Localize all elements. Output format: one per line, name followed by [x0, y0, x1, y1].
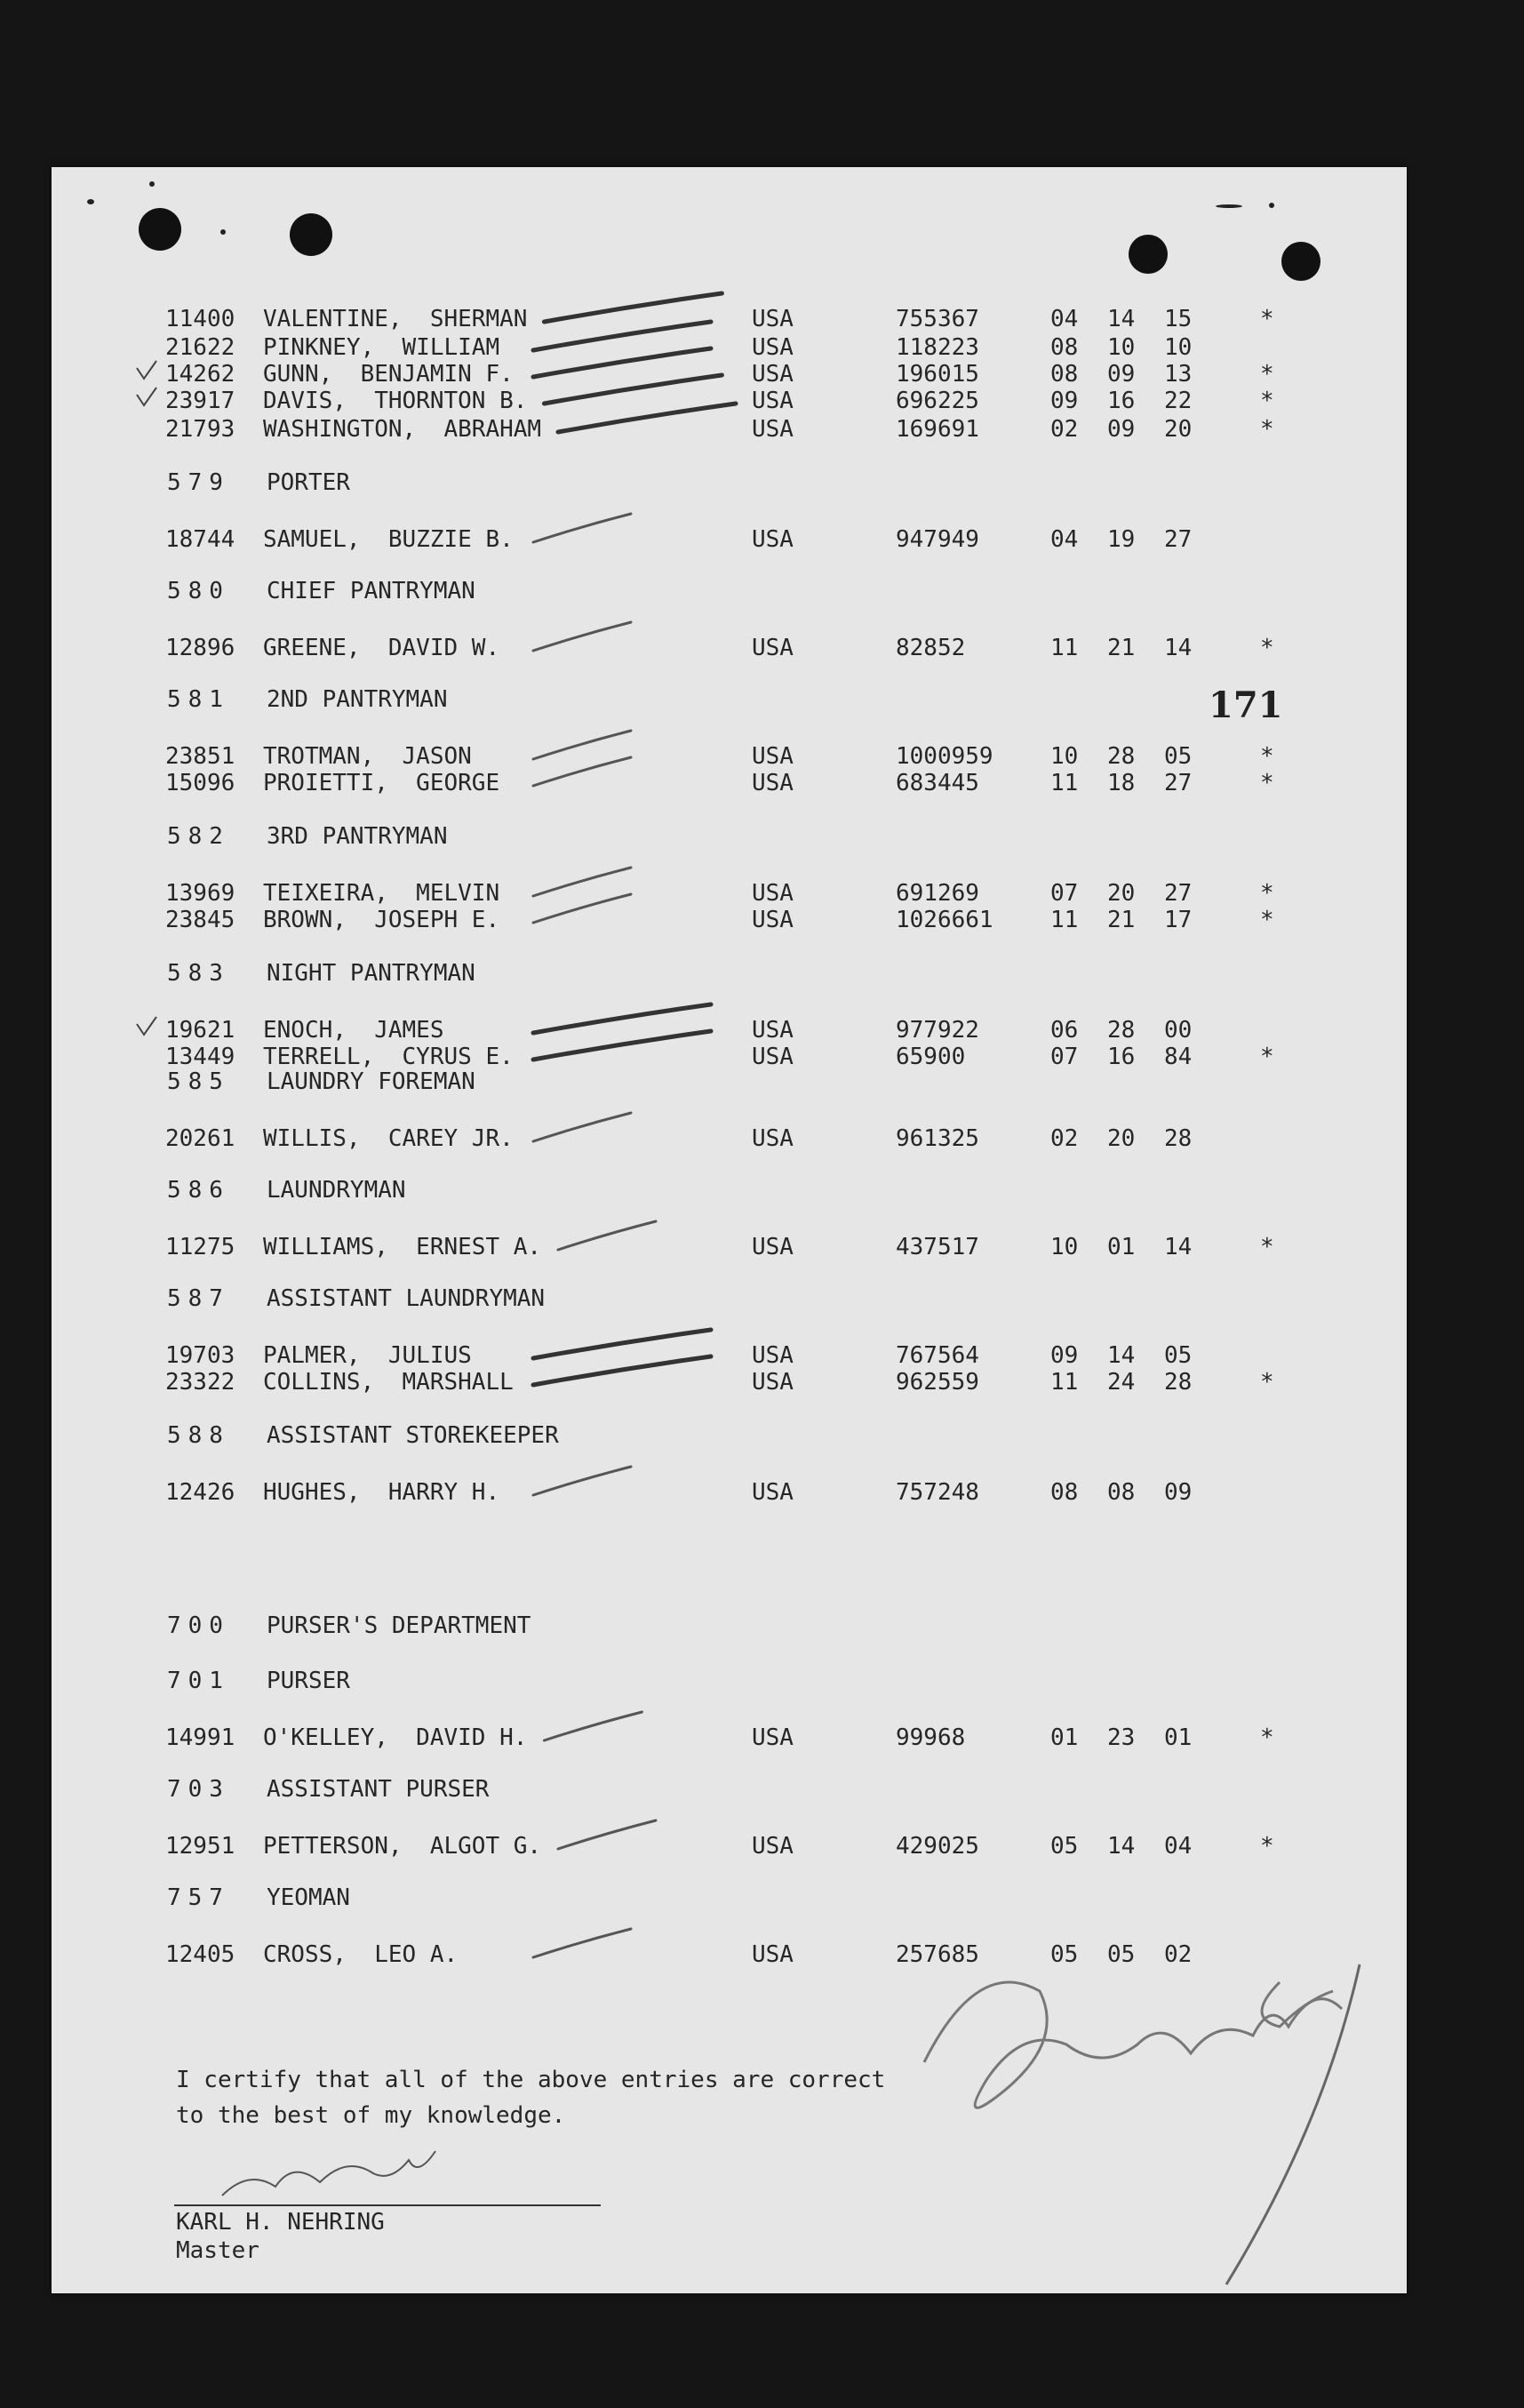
crew-name: ENOCH, JAMES	[263, 1017, 444, 1044]
crew-number: 21622	[165, 334, 235, 361]
crew-row	[0, 416, 1524, 444]
date-month: 02	[1050, 1125, 1079, 1152]
asterisk-mark: *	[1260, 306, 1274, 332]
crew-name: BROWN, JOSEPH E.	[263, 907, 500, 933]
date-year: 09	[1164, 1479, 1193, 1506]
crew-name: GREENE, DAVID W.	[263, 635, 500, 661]
nationality: USA	[752, 306, 794, 332]
date-day: 21	[1107, 635, 1136, 661]
date-year: 13	[1164, 361, 1193, 388]
rating-title: ASSISTANT STOREKEEPER	[267, 1422, 559, 1449]
date-year: 10	[1164, 334, 1193, 361]
certificate-number: 757248	[896, 1479, 979, 1506]
certificate-number: 118223	[896, 334, 979, 361]
ink-speck	[87, 199, 94, 204]
rating-code: 581	[167, 686, 230, 713]
crew-row	[0, 1342, 1524, 1371]
rating-heading	[0, 1612, 1524, 1641]
crew-name: HUGHES, HARRY H.	[263, 1479, 500, 1506]
rating-title: YEOMAN	[267, 1884, 350, 1911]
date-month: 04	[1050, 526, 1079, 553]
rating-heading	[0, 686, 1524, 715]
crew-number: 19703	[165, 1342, 235, 1369]
nationality: USA	[752, 770, 794, 796]
date-day: 05	[1107, 1941, 1136, 1968]
crew-number: 23845	[165, 907, 235, 933]
date-year: 28	[1164, 1125, 1193, 1152]
date-year: 01	[1164, 1724, 1193, 1751]
crew-number: 14991	[165, 1724, 235, 1751]
crew-name: VALENTINE, SHERMAN	[263, 306, 528, 332]
crew-row	[0, 388, 1524, 416]
date-day: 14	[1107, 306, 1136, 332]
asterisk-mark: *	[1260, 635, 1274, 661]
sheet-number: 171	[1209, 684, 1283, 726]
crew-name: PETTERSON, ALGOT G.	[263, 1833, 542, 1860]
crew-number: 23851	[165, 743, 235, 770]
crew-row	[0, 306, 1524, 334]
rating-heading	[0, 578, 1524, 606]
rating-title: ASSISTANT PURSER	[267, 1776, 490, 1803]
nationality: USA	[752, 880, 794, 907]
date-month: 11	[1050, 1369, 1079, 1396]
rating-heading	[0, 960, 1524, 988]
rating-title: PURSER'S DEPARTMENT	[267, 1612, 531, 1639]
crew-row	[0, 743, 1524, 772]
rating-heading	[0, 1068, 1524, 1097]
date-day: 24	[1107, 1369, 1136, 1396]
crew-row	[0, 1234, 1524, 1262]
date-day: 28	[1107, 1017, 1136, 1044]
crew-name: WILLIS, CAREY JR.	[263, 1125, 514, 1152]
certificate-number: 257685	[896, 1941, 979, 1968]
nationality: USA	[752, 1941, 794, 1968]
date-year: 05	[1164, 1342, 1193, 1369]
rating-title: LAUNDRY FOREMAN	[267, 1068, 475, 1095]
crew-number: 15096	[165, 770, 235, 796]
nationality: USA	[752, 1369, 794, 1396]
date-month: 08	[1050, 361, 1079, 388]
date-month: 11	[1050, 635, 1079, 661]
crew-number: 12951	[165, 1833, 235, 1860]
certificate-number: 947949	[896, 526, 979, 553]
nationality: USA	[752, 635, 794, 661]
punch-hole	[1129, 235, 1168, 274]
certificate-number: 961325	[896, 1125, 979, 1152]
rating-code: 757	[167, 1884, 230, 1911]
crew-row	[0, 1017, 1524, 1045]
date-day: 19	[1107, 526, 1136, 553]
crew-row	[0, 526, 1524, 555]
rating-title: PURSER	[267, 1668, 350, 1694]
crew-number: 21793	[165, 416, 235, 443]
rating-heading	[0, 1668, 1524, 1696]
crew-name: DAVIS, THORNTON B.	[263, 388, 528, 414]
crew-row	[0, 1479, 1524, 1508]
date-year: 22	[1164, 388, 1193, 414]
crew-name: PROIETTI, GEORGE	[263, 770, 500, 796]
certificate-number: 429025	[896, 1833, 979, 1860]
date-month: 04	[1050, 306, 1079, 332]
date-month: 10	[1050, 1234, 1079, 1260]
rating-title: CHIEF PANTRYMAN	[267, 578, 475, 604]
crew-number: 23917	[165, 388, 235, 414]
certificate-number: 437517	[896, 1234, 979, 1260]
crew-row	[0, 1724, 1524, 1753]
rating-title: ASSISTANT LAUNDRYMAN	[267, 1285, 546, 1312]
rating-code: 579	[167, 469, 230, 496]
date-year: 84	[1164, 1044, 1193, 1070]
crew-name: TERRELL, CYRUS E.	[263, 1044, 514, 1070]
date-year: 15	[1164, 306, 1193, 332]
crew-name: CROSS, LEO A.	[263, 1941, 459, 1968]
date-year: 04	[1164, 1833, 1193, 1860]
certification-line-1: I certify that all of the above entries are correct	[176, 2067, 886, 2093]
certificate-number: 196015	[896, 361, 979, 388]
crew-row	[0, 1369, 1524, 1397]
date-year: 00	[1164, 1017, 1193, 1044]
rating-code: 583	[167, 960, 230, 987]
date-month: 11	[1050, 770, 1079, 796]
date-day: 01	[1107, 1234, 1136, 1260]
crew-number: 11400	[165, 306, 235, 332]
date-day: 20	[1107, 1125, 1136, 1152]
certification-statement	[176, 2062, 885, 2133]
punch-hole	[290, 213, 332, 256]
crew-number: 12426	[165, 1479, 235, 1506]
crew-number: 12896	[165, 635, 235, 661]
rating-heading	[0, 1422, 1524, 1451]
crew-name: PALMER, JULIUS	[263, 1342, 472, 1369]
crew-row	[0, 635, 1524, 663]
date-day: 14	[1107, 1833, 1136, 1860]
certificate-number: 696225	[896, 388, 979, 414]
date-year: 27	[1164, 770, 1193, 796]
nationality: USA	[752, 907, 794, 933]
crew-number: 20261	[165, 1125, 235, 1152]
certificate-number: 691269	[896, 880, 979, 907]
certificate-number: 82852	[896, 635, 966, 661]
rating-heading	[0, 469, 1524, 498]
date-year: 27	[1164, 880, 1193, 907]
asterisk-mark: *	[1260, 1369, 1274, 1396]
certificate-number: 169691	[896, 416, 979, 443]
asterisk-mark: *	[1260, 907, 1274, 933]
rating-title: PORTER	[267, 469, 350, 496]
certificate-number: 767564	[896, 1342, 979, 1369]
date-day: 09	[1107, 416, 1136, 443]
asterisk-mark: *	[1260, 1833, 1274, 1860]
asterisk-mark: *	[1260, 880, 1274, 907]
crew-row	[0, 334, 1524, 363]
nationality: USA	[752, 416, 794, 443]
date-month: 08	[1050, 334, 1079, 361]
nationality: USA	[752, 1479, 794, 1506]
crew-name: TEIXEIRA, MELVIN	[263, 880, 500, 907]
rating-heading	[0, 1177, 1524, 1205]
ink-speck	[1269, 203, 1274, 208]
rating-code: 587	[167, 1285, 230, 1312]
date-year: 17	[1164, 907, 1193, 933]
certificate-number: 65900	[896, 1044, 966, 1070]
nationality: USA	[752, 1017, 794, 1044]
date-month: 05	[1050, 1833, 1079, 1860]
rating-heading	[0, 823, 1524, 852]
nationality: USA	[752, 334, 794, 361]
ink-speck	[149, 181, 155, 187]
certificate-number: 99968	[896, 1724, 966, 1751]
date-day: 28	[1107, 743, 1136, 770]
crew-number: 13449	[165, 1044, 235, 1070]
date-month: 10	[1050, 743, 1079, 770]
date-day: 20	[1107, 880, 1136, 907]
rating-title: 2ND PANTRYMAN	[267, 686, 448, 713]
rating-heading	[0, 1285, 1524, 1314]
crew-name: TROTMAN, JASON	[263, 743, 472, 770]
rating-code: 701	[167, 1668, 230, 1694]
ink-speck	[1216, 204, 1242, 208]
date-month: 09	[1050, 388, 1079, 414]
date-month: 06	[1050, 1017, 1079, 1044]
date-day: 16	[1107, 1044, 1136, 1070]
date-month: 09	[1050, 1342, 1079, 1369]
rating-code: 588	[167, 1422, 230, 1449]
nationality: USA	[752, 361, 794, 388]
date-year: 14	[1164, 1234, 1193, 1260]
nationality: USA	[752, 1125, 794, 1152]
nationality: USA	[752, 1342, 794, 1369]
date-month: 01	[1050, 1724, 1079, 1751]
certificate-number: 962559	[896, 1369, 979, 1396]
date-day: 23	[1107, 1724, 1136, 1751]
crew-row	[0, 1941, 1524, 1970]
nationality: USA	[752, 743, 794, 770]
asterisk-mark: *	[1260, 388, 1274, 414]
date-month: 05	[1050, 1941, 1079, 1968]
crew-row	[0, 361, 1524, 389]
date-month: 07	[1050, 1044, 1079, 1070]
crew-row	[0, 907, 1524, 935]
crew-row	[0, 1125, 1524, 1154]
nationality: USA	[752, 1833, 794, 1860]
certification-line-2: to the best of my knowledge.	[176, 2102, 566, 2129]
certificate-number: 683445	[896, 770, 979, 796]
signatory-name: KARL H. NEHRING	[176, 2209, 385, 2236]
rating-heading	[0, 1884, 1524, 1913]
rating-code: 700	[167, 1612, 230, 1639]
date-month: 07	[1050, 880, 1079, 907]
rating-title: LAUNDRYMAN	[267, 1177, 406, 1204]
date-day: 18	[1107, 770, 1136, 796]
crew-number: 13969	[165, 880, 235, 907]
ink-speck	[220, 229, 226, 235]
date-month: 02	[1050, 416, 1079, 443]
date-day: 10	[1107, 334, 1136, 361]
rating-title: 3RD PANTRYMAN	[267, 823, 448, 850]
asterisk-mark: *	[1260, 770, 1274, 796]
nationality: USA	[752, 526, 794, 553]
date-month: 08	[1050, 1479, 1079, 1506]
signatory-block	[176, 2208, 385, 2265]
rating-code: 582	[167, 823, 230, 850]
date-day: 16	[1107, 388, 1136, 414]
crew-name: O'KELLEY, DAVID H.	[263, 1724, 528, 1751]
rating-title: NIGHT PANTRYMAN	[267, 960, 475, 987]
asterisk-mark: *	[1260, 1044, 1274, 1070]
asterisk-mark: *	[1260, 1724, 1274, 1751]
asterisk-mark: *	[1260, 1234, 1274, 1260]
certificate-number: 977922	[896, 1017, 979, 1044]
date-year: 20	[1164, 416, 1193, 443]
crew-row	[0, 1833, 1524, 1861]
crew-name: SAMUEL, BUZZIE B.	[263, 526, 514, 553]
rating-code: 580	[167, 578, 230, 604]
certificate-number: 1000959	[896, 743, 993, 770]
crew-name: GUNN, BENJAMIN F.	[263, 361, 514, 388]
asterisk-mark: *	[1260, 416, 1274, 443]
date-year: 14	[1164, 635, 1193, 661]
date-year: 02	[1164, 1941, 1193, 1968]
nationality: USA	[752, 1234, 794, 1260]
crew-number: 11275	[165, 1234, 235, 1260]
asterisk-mark: *	[1260, 743, 1274, 770]
crew-number: 19621	[165, 1017, 235, 1044]
date-day: 14	[1107, 1342, 1136, 1369]
crew-name: WILLIAMS, ERNEST A.	[263, 1234, 542, 1260]
rating-heading	[0, 1776, 1524, 1804]
date-year: 05	[1164, 743, 1193, 770]
date-day: 09	[1107, 361, 1136, 388]
rating-code: 586	[167, 1177, 230, 1204]
crew-row	[0, 880, 1524, 908]
date-month: 11	[1050, 907, 1079, 933]
crew-number: 14262	[165, 361, 235, 388]
crew-number: 23322	[165, 1369, 235, 1396]
certificate-number: 1026661	[896, 907, 993, 933]
rating-code: 703	[167, 1776, 230, 1803]
crew-name: COLLINS, MARSHALL	[263, 1369, 514, 1396]
crew-number: 18744	[165, 526, 235, 553]
crew-name: PINKNEY, WILLIAM	[263, 334, 500, 361]
punch-hole	[1281, 242, 1321, 281]
crew-name: WASHINGTON, ABRAHAM	[263, 416, 542, 443]
certificate-number: 755367	[896, 306, 979, 332]
date-day: 21	[1107, 907, 1136, 933]
signatory-title: Master	[176, 2237, 259, 2264]
punch-hole	[139, 208, 181, 251]
nationality: USA	[752, 1044, 794, 1070]
crew-number: 12405	[165, 1941, 235, 1968]
signature-line	[174, 2204, 601, 2206]
crew-row	[0, 770, 1524, 798]
nationality: USA	[752, 388, 794, 414]
date-year: 28	[1164, 1369, 1193, 1396]
rating-code: 585	[167, 1068, 230, 1095]
date-year: 27	[1164, 526, 1193, 553]
date-day: 08	[1107, 1479, 1136, 1506]
asterisk-mark: *	[1260, 361, 1274, 388]
nationality: USA	[752, 1724, 794, 1751]
